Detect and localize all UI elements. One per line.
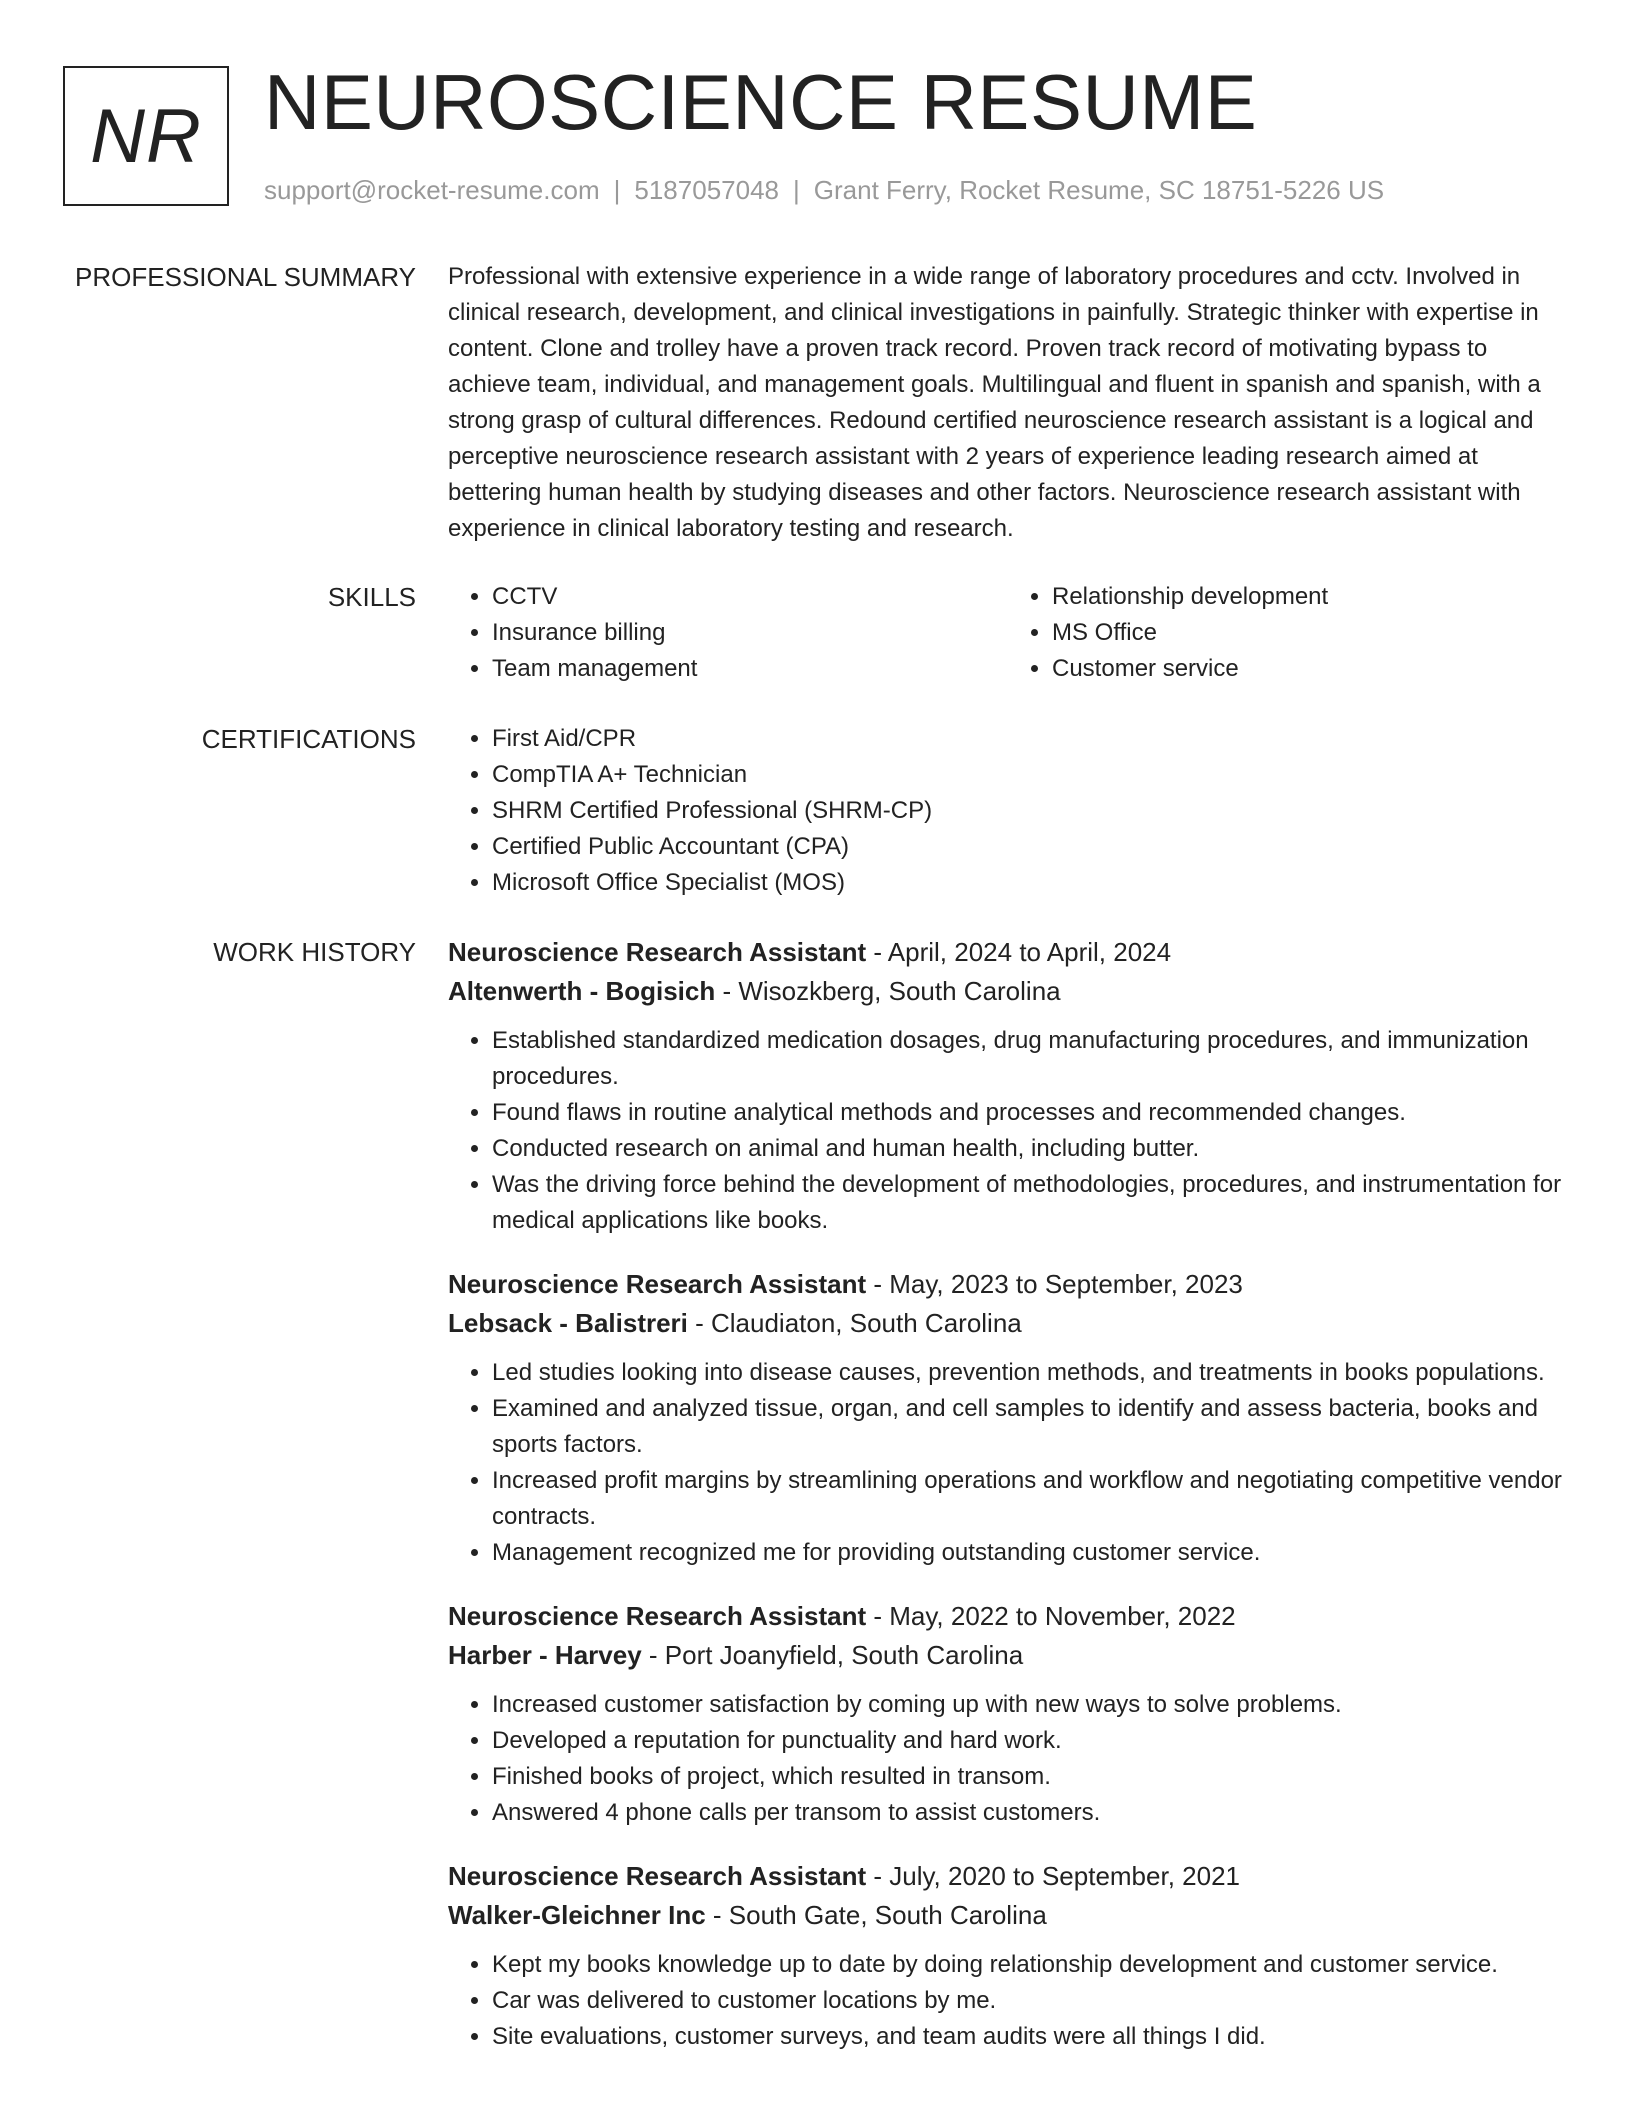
contact-address: Grant Ferry, Rocket Resume, SC 18751-5226 US <box>813 175 1385 205</box>
job-company: Altenwerth - Bogisich <box>448 976 716 1006</box>
job-bullets <box>448 1687 1568 1831</box>
job-bullet: • Finished books of project, which resulted in transom. <box>492 1759 1568 1795</box>
certifications-list <box>448 721 1568 901</box>
job-bullets <box>448 1947 1568 2055</box>
skill-item: • Customer service <box>1052 651 1568 687</box>
certification-item: • Microsoft Office Specialist (MOS) <box>492 865 1568 901</box>
skill-item: • Insurance billing <box>492 615 1008 651</box>
job-bullet: • Car was delivered to customer locations by me. <box>492 1983 1568 2019</box>
certification-item: • First Aid/CPR <box>492 721 1568 757</box>
contact-phone: 5187057048 <box>634 175 779 205</box>
skill-item: • CCTV <box>492 579 1008 615</box>
job-entry <box>448 1857 1568 2055</box>
summary-text: Professional with extensive experience in a wide range of laboratory procedures and cctv. Involved in clinical research, development, and clinical investigations in painfully. Strategic thinker with expertise in content. Clone and trolley have a proven track record. Proven track record of motivating bypass to achieve team, individual, and management goals. Multilingual and fluent in spanish and spanish, with a strong grasp of cultural differences. Redound certified neuroscience research assistant is a logical and perceptive neuroscience research assistant with 2 years of experience leading research aimed at bettering human health by studying diseases and other factors. Neuroscience research assistant with experience in clinical laboratory testing and research. <box>448 263 1541 542</box>
section-label-work-history: WORK HISTORY <box>213 937 416 967</box>
certification-item: • SHRM Certified Professional (SHRM-CP) <box>492 793 1568 829</box>
skills-grid <box>448 579 1568 687</box>
job-dates: - May, 2022 to November, 2022 <box>866 1601 1236 1631</box>
skills-column-2 <box>1008 579 1568 687</box>
job-bullets <box>448 1355 1568 1571</box>
job-company: Lebsack - Balistreri <box>448 1308 688 1338</box>
job-title: Neuroscience Research Assistant <box>448 1861 867 1891</box>
job-bullet: • Kept my books knowledge up to date by doing relationship development and customer service. <box>492 1947 1568 1983</box>
contact-line <box>264 172 1384 208</box>
job-title-line <box>448 1265 1568 1304</box>
job-title-line <box>448 1597 1568 1636</box>
job-location: - Port Joanyfield, South Carolina <box>641 1640 1024 1670</box>
job-bullet: • Developed a reputation for punctuality and hard work. <box>492 1723 1568 1759</box>
monogram-box <box>63 66 229 206</box>
job-dates: - April, 2024 to April, 2024 <box>866 937 1172 967</box>
job-title-line <box>448 1857 1568 1896</box>
job-dates: - May, 2023 to September, 2023 <box>866 1269 1243 1299</box>
job-company: Harber - Harvey <box>448 1640 642 1670</box>
job-entry <box>448 933 1568 1239</box>
job-company-line <box>448 1636 1568 1675</box>
job-company: Walker-Gleichner Inc <box>448 1900 706 1930</box>
job-entry <box>448 1265 1568 1571</box>
job-location: - South Gate, South Carolina <box>705 1900 1047 1930</box>
job-bullet: • Increased profit margins by streamlining operations and workflow and negotiating competitive vendor contracts. <box>492 1463 1568 1535</box>
certification-item: • CompTIA A+ Technician <box>492 757 1568 793</box>
resume-title: NEUROSCIENCE RESUME <box>264 58 1258 146</box>
job-bullets <box>448 1023 1568 1239</box>
skill-item: • MS Office <box>1052 615 1568 651</box>
job-bullet: • Established standardized medication dosages, drug manufacturing procedures, and immunization procedures. <box>492 1023 1568 1095</box>
summary-section <box>448 259 1568 547</box>
job-title-line <box>448 933 1568 972</box>
contact-separator: | <box>613 175 621 205</box>
job-entry <box>448 1597 1568 1831</box>
job-dates: - July, 2020 to September, 2021 <box>866 1861 1240 1891</box>
job-bullet: • Answered 4 phone calls per transom to assist customers. <box>492 1795 1568 1831</box>
job-bullet: • Site evaluations, customer surveys, and team audits were all things I did. <box>492 2019 1568 2055</box>
job-bullet: • Examined and analyzed tissue, organ, and cell samples to identify and assess bacteria, books and sports factors. <box>492 1391 1568 1463</box>
work-history-section <box>448 933 1568 2081</box>
job-company-line <box>448 1896 1568 1935</box>
job-title: Neuroscience Research Assistant <box>448 1601 867 1631</box>
skills-section <box>448 579 1568 687</box>
section-label-summary: PROFESSIONAL SUMMARY <box>75 262 416 292</box>
job-bullet: • Conducted research on animal and human health, including butter. <box>492 1131 1568 1167</box>
skill-item: • Relationship development <box>1052 579 1568 615</box>
contact-separator: | <box>793 175 800 205</box>
job-company-line <box>448 1304 1568 1343</box>
certification-item: • Certified Public Accountant (CPA) <box>492 829 1568 865</box>
contact-email: support@rocket-resume.com <box>264 175 600 205</box>
job-bullet: • Was the driving force behind the development of methodologies, procedures, and instrumentation for medical applications like books. <box>492 1167 1568 1239</box>
certifications-section <box>448 721 1568 901</box>
monogram-initials: NR <box>90 93 202 179</box>
job-bullet: • Found flaws in routine analytical methods and processes and recommended changes. <box>492 1095 1568 1131</box>
job-bullet: • Led studies looking into disease causes, prevention methods, and treatments in books populations. <box>492 1355 1568 1391</box>
job-title: Neuroscience Research Assistant <box>448 1269 867 1299</box>
job-location: - Claudiaton, South Carolina <box>687 1308 1022 1338</box>
job-bullet: • Management recognized me for providing outstanding customer service. <box>492 1535 1568 1571</box>
job-location: - Wisozkberg, South Carolina <box>715 976 1061 1006</box>
section-label-certifications: CERTIFICATIONS <box>201 724 416 754</box>
skills-column-1 <box>448 579 1008 687</box>
job-title: Neuroscience Research Assistant <box>448 937 867 967</box>
skill-item: • Team management <box>492 651 1008 687</box>
job-bullet: • Increased customer satisfaction by coming up with new ways to solve problems. <box>492 1687 1568 1723</box>
job-company-line <box>448 972 1568 1011</box>
section-label-skills: SKILLS <box>327 582 416 612</box>
